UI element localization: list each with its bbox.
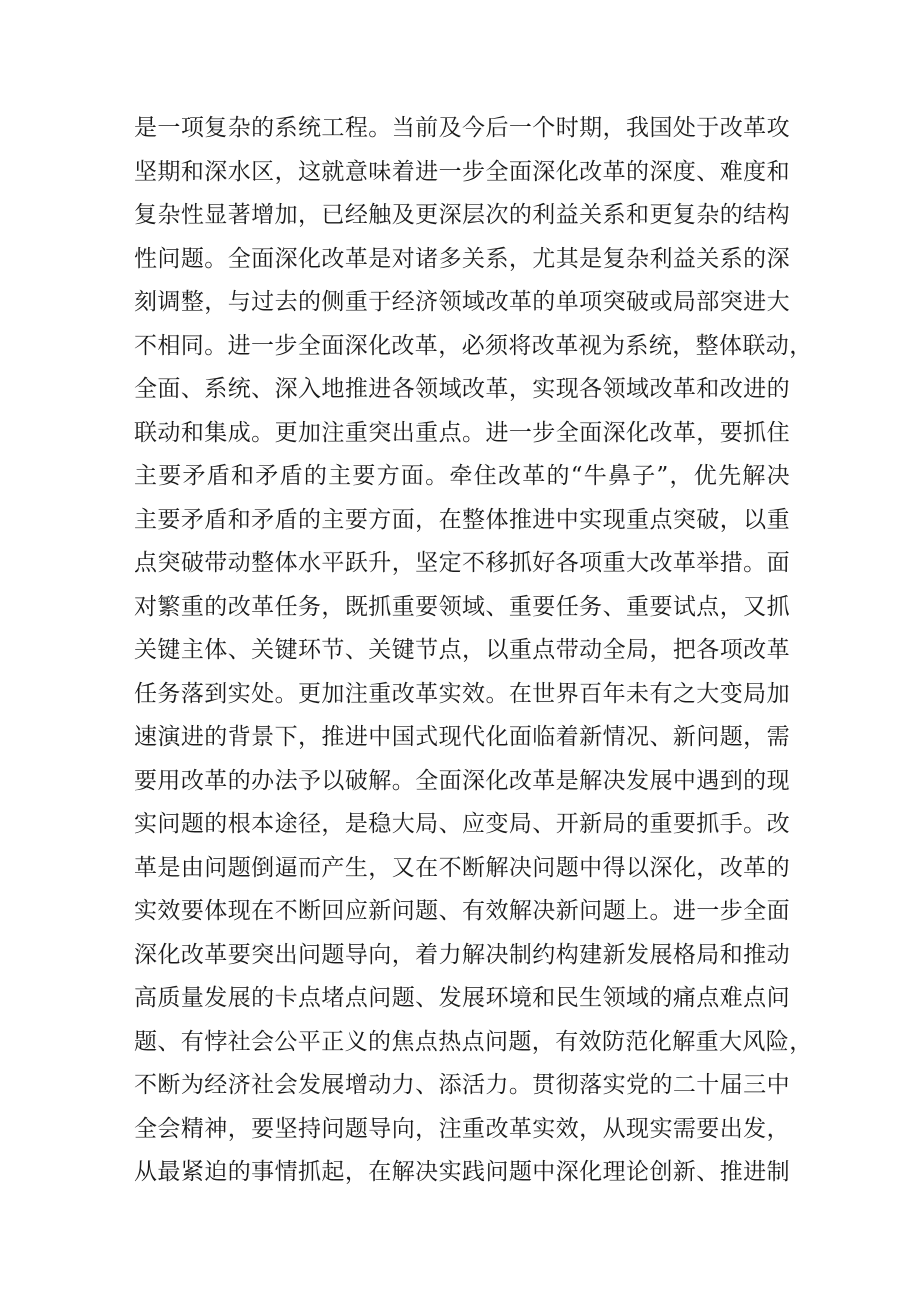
text-line: 高质量发展的卡点堵点问题、发展环境和民生领域的痛点难点问 — [134, 985, 790, 1011]
text-line: 任务落到实处。更加注重改革实效。在世界百年未有之大变局加 — [134, 680, 790, 707]
text-line: 坚期和深水区，这就意味着进一步全面深化改革的深度、难度和 — [134, 158, 790, 185]
text-line: 不断为经济社会发展增动力、添活力。贯彻落实党的二十届三中 — [134, 1072, 790, 1098]
text-line: 点突破带动整体水平跃升，坚定不移抓好各项重大改革举措。面 — [134, 550, 790, 576]
text-line: 主要矛盾和矛盾的主要方面，在整体推进中实现重点突破，以重 — [134, 506, 790, 533]
text-line: 革是由问题倒逼而产生，又在不断解决问题中得以深化，改革的 — [134, 854, 790, 881]
text-line: 刻调整，与过去的侧重于经济领域改革的单项突破或局部突进大 — [134, 289, 790, 315]
text-line: 速演进的背景下，推进中国式现代化面临着新情况、新问题，需 — [134, 724, 790, 750]
text-line: 性问题。全面深化改革是对诸多关系，尤其是复杂利益关系的深 — [134, 245, 790, 272]
text-line: 复杂性显著增加，已经触及更深层次的利益关系和更复杂的结构 — [134, 202, 790, 228]
text-line: 是一项复杂的系统工程。当前及今后一个时期，我国处于改革攻 — [134, 115, 790, 141]
text-line: 深化改革要突出问题导向，着力解决制约构建新发展格局和推动 — [134, 941, 790, 968]
body-paragraph — [134, 107, 813, 1195]
text-line: 关键主体、关键环节、关键节点，以重点带动全局，把各项改革 — [134, 637, 790, 663]
text-line: 要用改革的办法予以破解。全面深化改革是解决发展中遇到的现 — [134, 767, 790, 794]
text-line: 对繁重的改革任务，既抓重要领域、重要任务、重要试点，又抓 — [134, 593, 790, 620]
text-line: 主要矛盾和矛盾的主要方面。牵住改革的“牛鼻子”，优先解决 — [134, 463, 790, 489]
text-line: 题、有悖社会公平正义的焦点热点问题，有效防范化解重大风险， — [134, 1028, 813, 1055]
text-line: 全面、系统、深入地推进各领域改革，实现各领域改革和改进的 — [134, 376, 790, 402]
text-line: 实问题的根本途径，是稳大局、应变局、开新局的重要抓手。改 — [134, 811, 790, 837]
text-line: 联动和集成。更加注重突出重点。进一步全面深化改革，要抓住 — [134, 419, 790, 446]
text-line: 不相同。进一步全面深化改革，必须将改革视为系统，整体联动， — [134, 332, 813, 359]
text-line: 从最紧迫的事情抓起，在解决实践问题中深化理论创新、推进制 — [134, 1159, 790, 1185]
text-line: 实效要体现在不断回应新问题、有效解决新问题上。进一步全面 — [134, 898, 790, 924]
text-line: 全会精神，要坚持问题导向，注重改革实效，从现实需要出发， — [134, 1115, 790, 1142]
